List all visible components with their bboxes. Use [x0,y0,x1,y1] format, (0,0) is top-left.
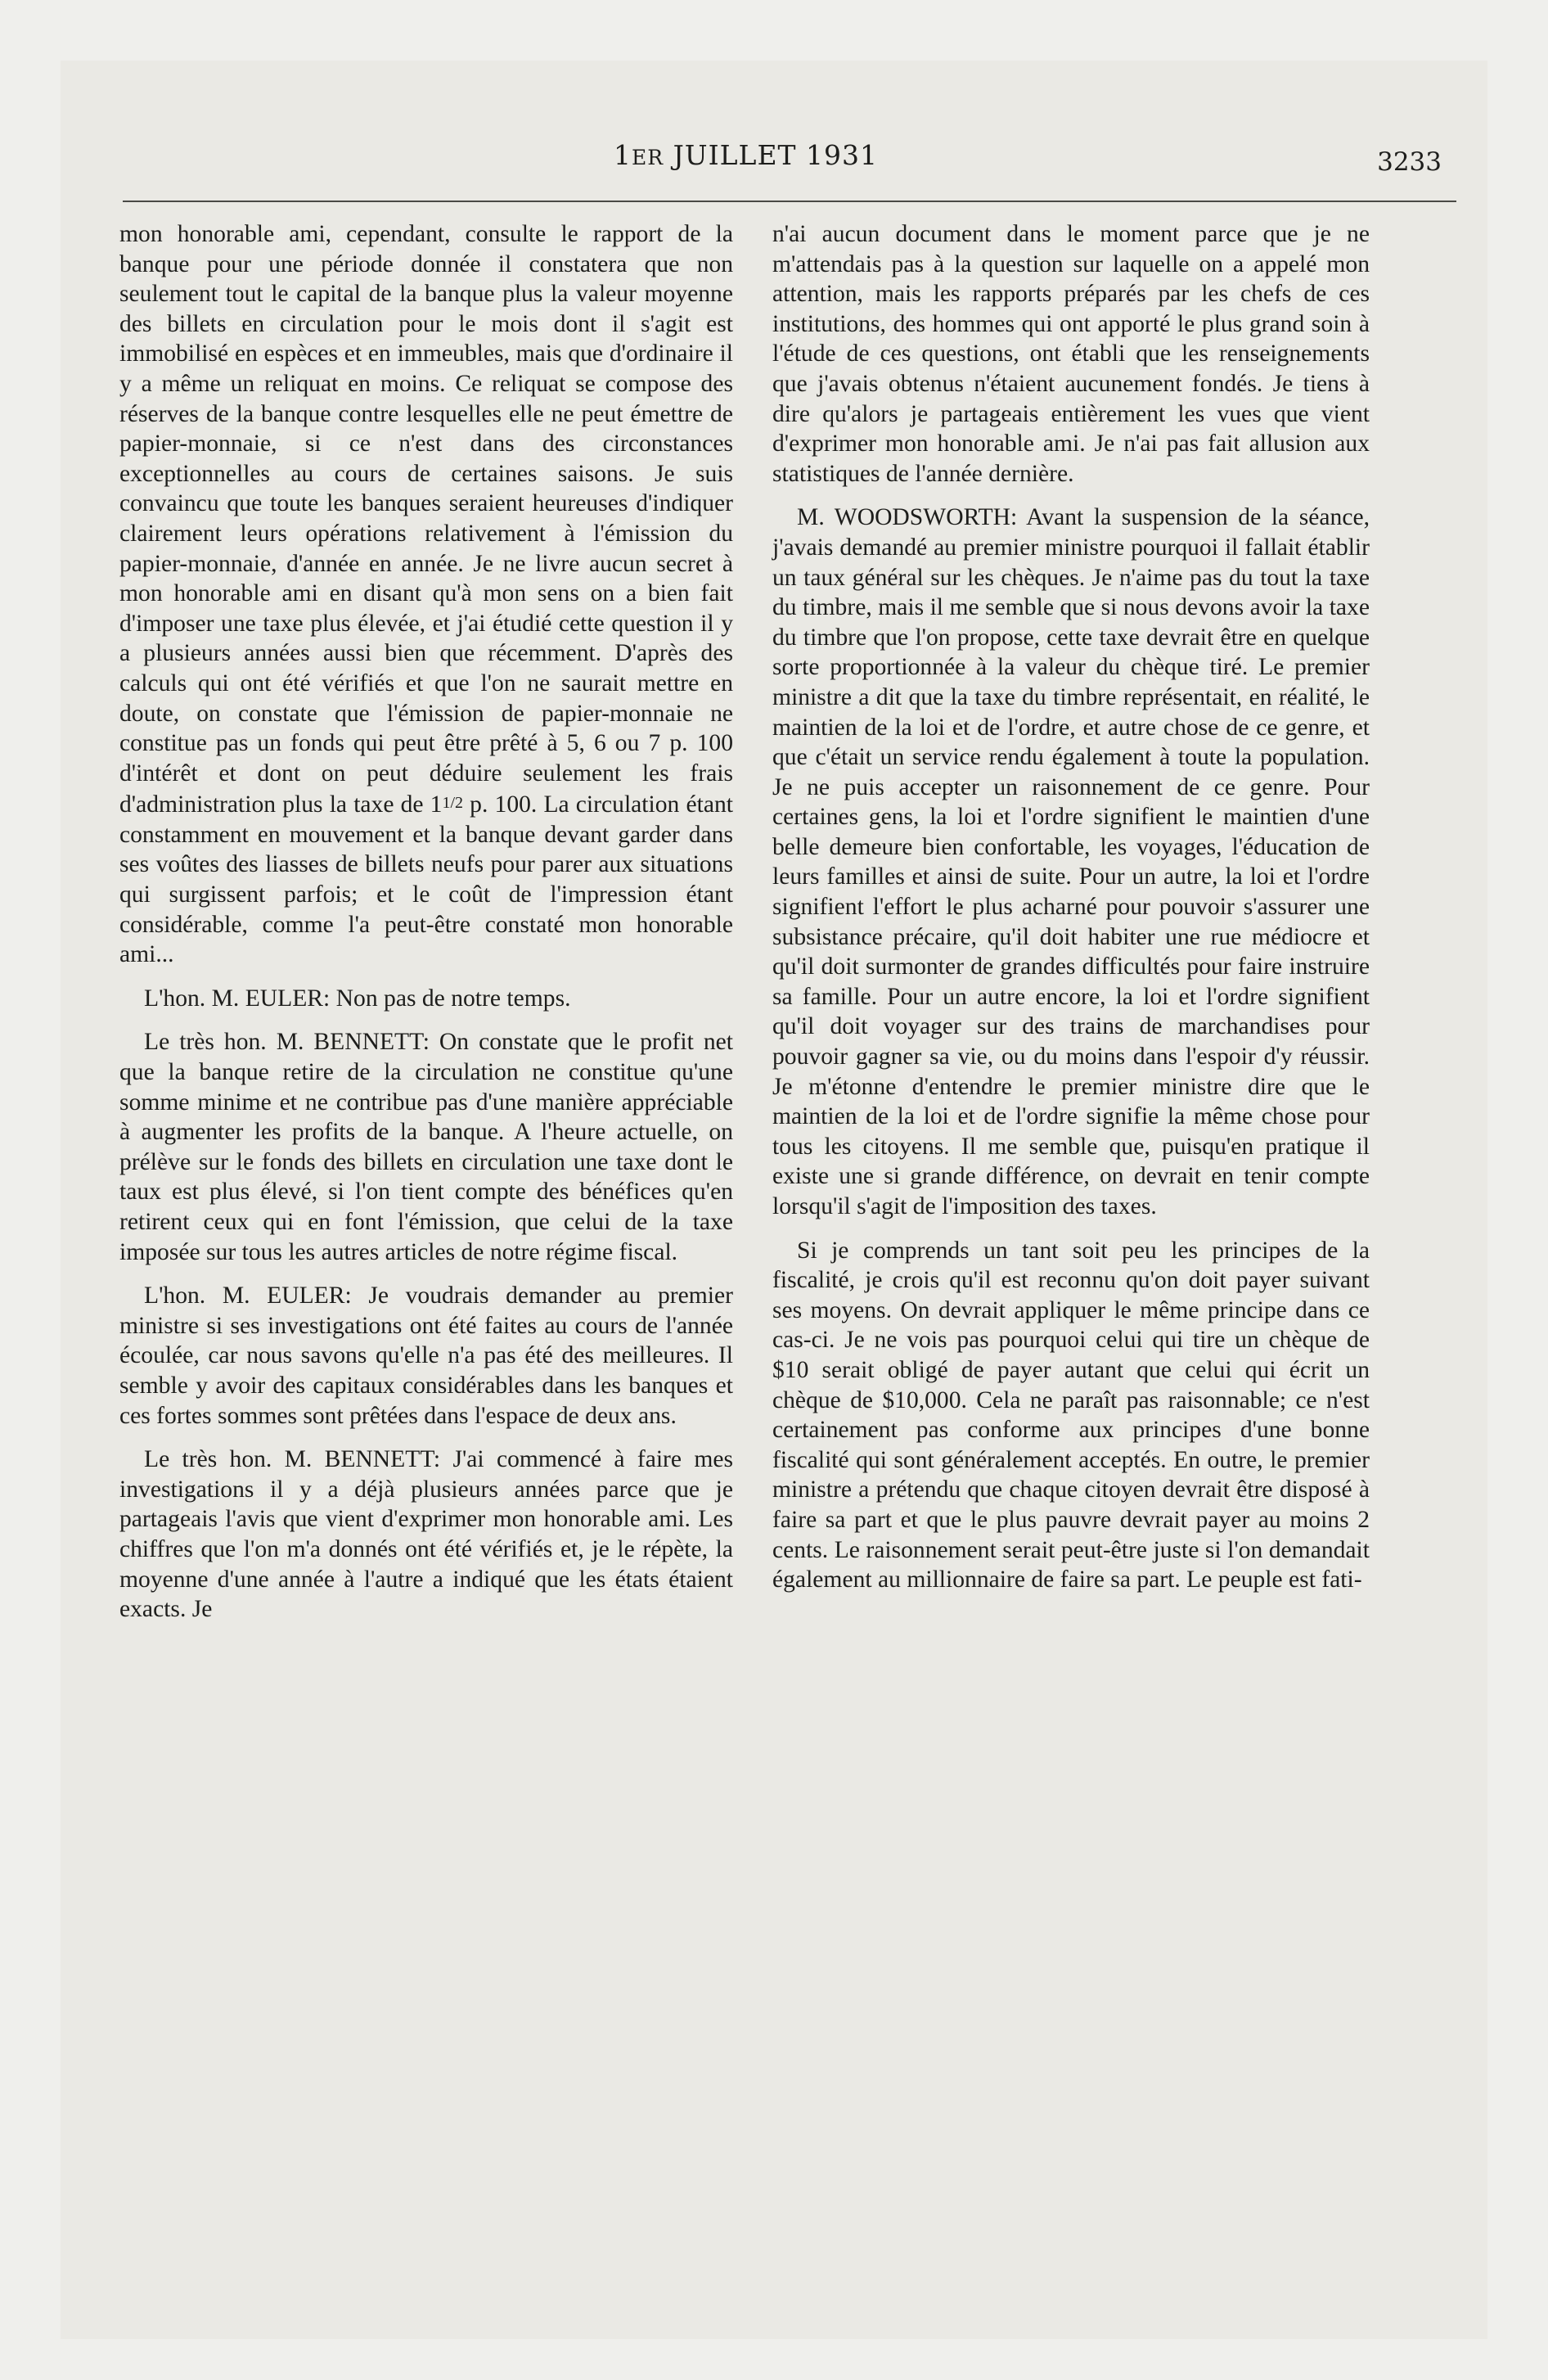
paragraph: L'hon. M. EULER: Je voudrais demander au premier ministre si ses investigations ont été faites au cours de l'année écoulée, car nous savons qu'elle n'a pas été des meilleures. Il semble y avoir des capitaux considérables dans les banques et ces fortes sommes sont prêtées dans l'espace de deux ans. [119,1282,733,1429]
page-number: 3233 [1377,147,1442,177]
paragraph: n'ai aucun document dans le moment parce que je ne m'attendais pas à la question sur laquelle on a appelé mon attention, mais les rapports préparés par les chefs de ces institutions, des hommes qui ont apporté le plus grand soin à l'étude de ces questions, ont établi que les renseignements que j'avais obtenus n'étaient aucunement fondés. Je tiens à dire qu'alors je partageais entièrement les vues que vient d'exprimer mon honorable ami. Je n'ai pas fait allusion aux statistiques de l'année dernière. [772,221,1370,487]
header-rule [123,201,1456,202]
page-header [123,82,1451,187]
paragraph: M. WOODSWORTH: Avant la suspension de la séance, j'avais demandé au premier ministre pourquoi il fallait établir un taux général sur les chèques. Je n'aime pas du tout la taxe du timbre, mais il me semble que si nous devons avoir la taxe du timbre que l'on propose, cette taxe devrait être en quelque sorte proportionnée à la valeur du chèque tiré. Le premier ministre a dit que la taxe du timbre représentait, en réalité, le maintien de la loi et de l'ordre, et autre chose de ce genre, et que c'était un service rendu également à toute la population. Je ne puis accepter un raisonnement de ce genre. Pour certaines gens, la loi et l'ordre signifient le maintien d'une belle demeure bien confortable, les voyages, l'éducation de leurs familles et ainsi de suite. Pour un autre, la loi et l'ordre signifient l'effort le plus acharné pour pouvoir s'assurer une subsistance précaire, qu'il doit habiter une rue médiocre et qu'il doit surmonter de grandes difficultés pour faire instruire sa famille. Pour un autre encore, la loi et l'ordre signifient qu'il doit voyager sur des trains de marchandises pour pouvoir gagner sa vie, ou du moins dans l'espoir d'y réussir. Je m'étonne d'entendre le premier ministre dire que le maintien de la loi et de l'ordre signifie la même chose pour tous les citoyens. Il me semble que, puisqu'en pratique il existe une si grande différence, on devrait en tenir compte lorsqu'il s'agit de l'imposition des taxes. [772,504,1370,1219]
paragraph: Si je comprends un tant soit peu les principes de la fiscalité, je crois qu'il est reconnu qu'on doit payer suivant ses moyens. On devrait appliquer le même principe dans ce cas-ci. Je ne vois pas pourquoi celui qui tire un chèque de $10 serait obligé de payer autant que celui qui écrit un chèque de $10,000. Cela ne paraît pas raisonnable; ce n'est certainement pas conforme aux principes d'une bonne fiscalité qui sont généralement acceptés. En outre, le premier ministre a prétendu que chaque citoyen devrait être disposé à faire sa part et que le plus pauvre devrait payer au moins 2 cents. Le raisonnement serait peut-être juste si l'on demandait également au millionnaire de faire sa part. Le peuple est fati- [772,1237,1370,1593]
paragraph: mon honorable ami, cependant, consulte le rapport de la banque pour une période donnée il constatera que non seulement tout le capital de la banque plus la valeur moyenne des billets en circulation pour le mois dont il s'agit est immobilisé en espèces et en immeubles, mais que d'ordinaire il y a même un reliquat en moins. Ce reliquat se compose des réserves de la banque contre lesquelles elle ne peut émettre de papier-monnaie, si ce n'est dans des circonstances exceptionnelles au cours de certaines saisons. Je suis convaincu que toute les banques seraient heureuses d'indiquer clairement leurs opérations relativement à l'émission du papier-monnaie, d'année en année. Je ne livre aucun secret à mon honorable ami en disant qu'à mon sens on a bien fait d'imposer une taxe plus élevée, et j'ai étudié cette question il y a plusieurs années aussi bien que récemment. D'après des calculs qui ont été vérifiés et que l'on ne saurait mettre en doute, on constate que l'émission de papier-monnaie ne constitue pas un fonds qui peut être prêté à 5, 6 ou 7 p. 100 d'intérêt et dont on peut déduire seulement les frais d'administration plus la taxe de 11/2 p. 100. La circulation étant constamment en mouvement et la banque devant garder dans ses voûtes des liasses de billets neufs pour parer aux situations qui surgissent parfois; et le coût de l'impression étant considérable, comme l'a peut-être constaté mon honorable ami... [119,221,733,968]
fraction: 1/2 [442,794,464,813]
left-column [119,219,733,1639]
header-date: 1ER JUILLET 1931 [614,139,879,171]
paragraph: L'hon. M. EULER: Non pas de notre temps. [144,985,571,1012]
paragraph: Le très hon. M. BENNETT: On constate que le profit net que la banque retire de la circulation ne constitue qu'une somme minime et ne contribue pas d'une manière appréciable à augmenter les profits de la banque. A l'heure actuelle, on prélève sur le fonds des billets en circulation une taxe dont le taux est plus élevé, si l'on tient compte des bénéfices qu'en retirent ceux qui en font l'émission, que celui de la taxe imposée sur tous les autres articles de notre régime fiscal. [119,1029,733,1265]
paragraph: Le très hon. M. BENNETT: J'ai commencé à faire mes investigations il y a déjà plusieurs années parce que je partageais l'avis que vient d'exprimer mon honorable ami. Les chiffres que l'on m'a donnés ont été vérifiés et, je le répète, la moyenne d'une année à l'autre a indiqué que les états étaient exacts. Je [119,1446,733,1623]
right-column [772,219,1370,1609]
